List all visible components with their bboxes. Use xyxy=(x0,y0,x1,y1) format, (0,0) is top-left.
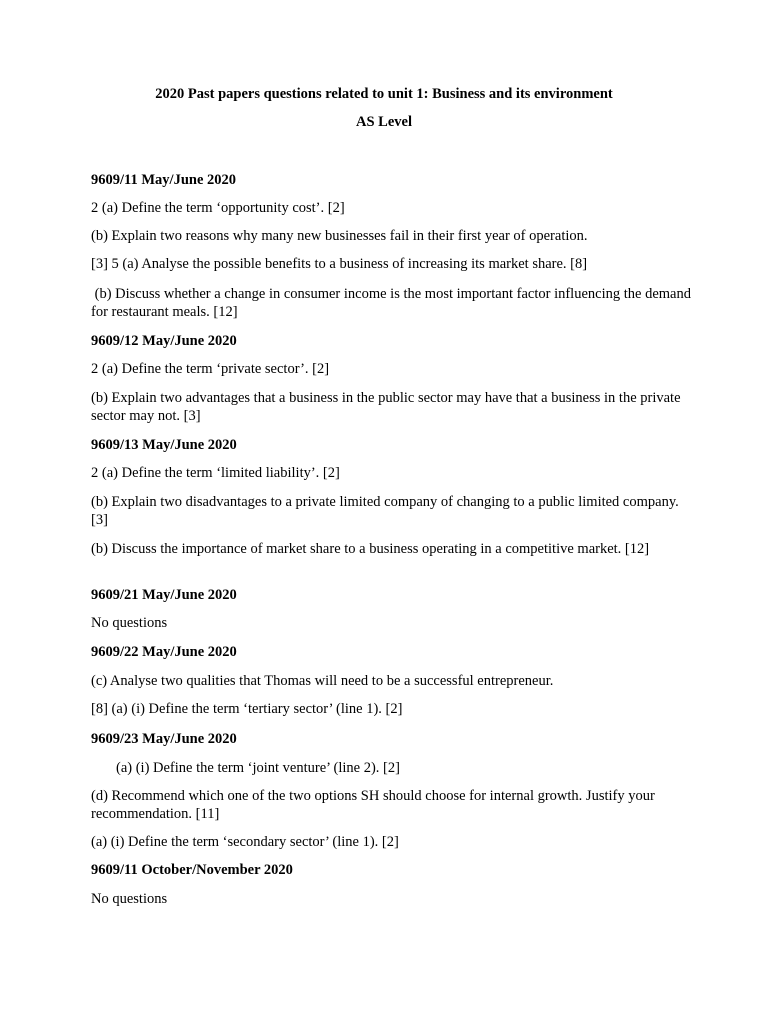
question-line: 2 (a) Define the term ‘opportunity cost’. [2] xyxy=(91,200,345,216)
question-line: [8] (a) (i) Define the term ‘tertiary sector’ (line 1). [2] xyxy=(91,701,403,717)
document-level: AS Level xyxy=(356,114,412,130)
question-line: (b) Explain two advantages that a business in the public sector may have that a business in the private sector may not. [3] xyxy=(91,390,681,424)
section-heading-9609-13-mj: 9609/13 May/June 2020 xyxy=(91,437,237,453)
section-heading-9609-22-mj: 9609/22 May/June 2020 xyxy=(91,644,237,660)
question-line: No questions xyxy=(91,891,168,907)
question-line: No questions xyxy=(91,615,168,631)
question-line: [3] 5 (a) Analyse the possible benefits to a business of increasing its market share. [8] xyxy=(91,256,588,272)
question-line: (b) Explain two disadvantages to a private limited company of changing to a public limited company. [3] xyxy=(91,494,679,528)
question-line: (b) Explain two reasons why many new businesses fail in their first year of operation. xyxy=(91,228,588,244)
section-heading-9609-11-mj: 9609/11 May/June 2020 xyxy=(91,172,237,188)
section-heading-9609-11-on: 9609/11 October/November 2020 xyxy=(91,862,293,878)
question-line: (a) (i) Define the term ‘secondary sector’ (line 1). [2] xyxy=(91,834,399,850)
question-line: (a) (i) Define the term ‘joint venture’ (line 2). [2] xyxy=(116,760,400,776)
section-heading-9609-21-mj: 9609/21 May/June 2020 xyxy=(91,587,237,603)
question-line: 2 (a) Define the term ‘private sector’. [2] xyxy=(91,361,330,377)
question-line: (c) Analyse two qualities that Thomas will need to be a successful entrepreneur. xyxy=(91,673,554,689)
question-line: (b) Discuss the importance of market share to a business operating in a competitive market. [12] xyxy=(91,541,650,557)
question-line: (b) Discuss whether a change in consumer income is the most important factor influencing the demand for restaurant meals. [12] xyxy=(91,286,695,320)
question-line: (d) Recommend which one of the two options SH should choose for internal growth. Justify your recommendation. [11] xyxy=(91,788,655,822)
section-heading-9609-12-mj: 9609/12 May/June 2020 xyxy=(91,333,237,349)
section-heading-9609-23-mj: 9609/23 May/June 2020 xyxy=(91,731,237,747)
document-title: 2020 Past papers questions related to unit 1: Business and its environment xyxy=(155,86,613,102)
question-line: 2 (a) Define the term ‘limited liability’. [2] xyxy=(91,465,340,481)
